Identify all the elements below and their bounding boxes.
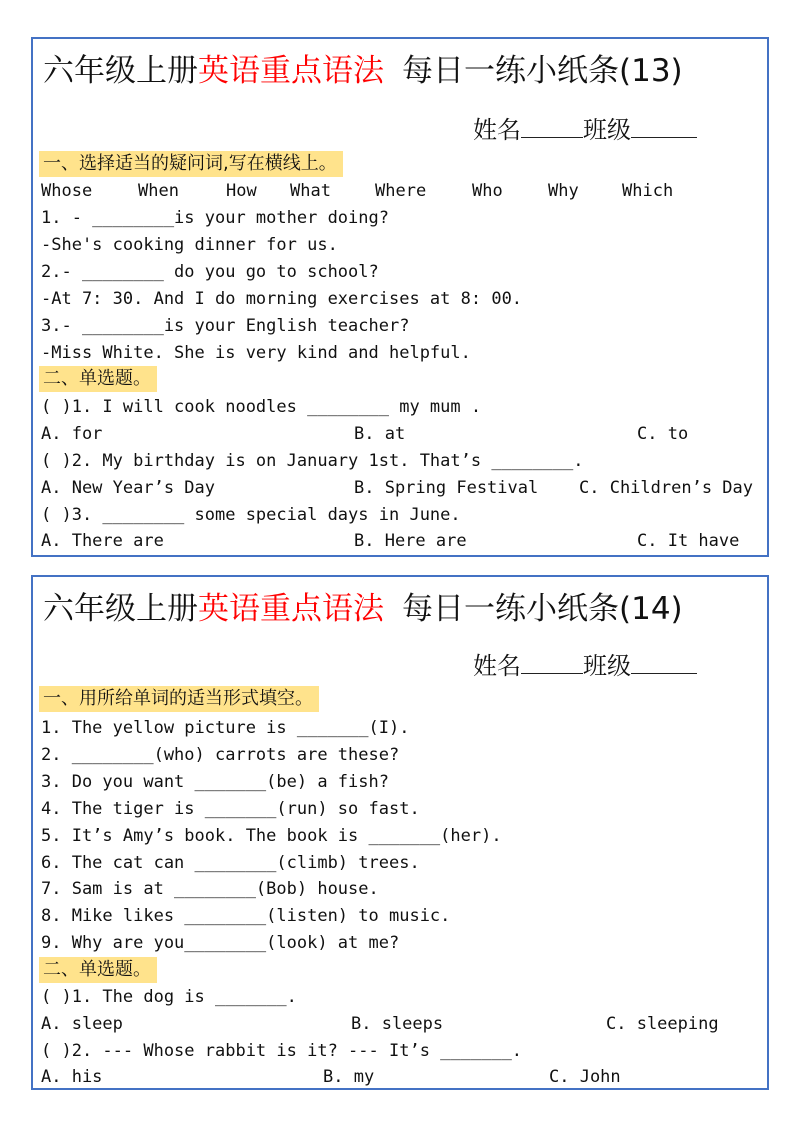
- fill-item-5: 5. It’s Amy’s book. The book is _______(her).: [41, 826, 502, 846]
- fill-item-8: 8. Mike likes ________(listen) to music.: [41, 906, 451, 926]
- mc-question-1: ( )1. I will cook noodles ________ my mum .: [41, 397, 482, 417]
- title-topic: 英语重点语法: [198, 591, 384, 627]
- class-label: 班级: [583, 116, 631, 144]
- class-label: 班级: [583, 652, 631, 680]
- title-daily: 每日一练小纸条(14): [402, 591, 683, 627]
- fill-item-1: 1. The yellow picture is _______(I).: [41, 718, 410, 738]
- mc-question-2: ( )2. --- Whose rabbit is it? --- It’s _______.: [41, 1041, 523, 1061]
- word-which: Which: [622, 181, 674, 201]
- fill-answer-3: -Miss White. She is very kind and helpful.: [41, 343, 471, 363]
- title-topic: 英语重点语法: [198, 53, 384, 89]
- mc-3-option-a: A. There are: [41, 531, 164, 551]
- fill-question-3: 3.- ________is your English teacher?: [41, 316, 410, 336]
- word-when: When: [138, 181, 179, 201]
- name-class-row: [473, 651, 697, 681]
- mc-1-option-a: A. sleep: [41, 1014, 123, 1034]
- name-label: 姓名: [473, 116, 521, 144]
- mc-2-option-a: A. New Year’s Day: [41, 478, 215, 498]
- title-grade: 六年级上册: [43, 591, 198, 627]
- word-how: How: [226, 181, 257, 201]
- worksheet-card-13: [31, 37, 769, 557]
- worksheet-card-14: [31, 575, 769, 1090]
- name-class-row: [473, 115, 697, 145]
- mc-2-option-a: A. his: [41, 1067, 103, 1087]
- fill-item-9: 9. Why are you________(look) at me?: [41, 933, 400, 953]
- mc-question-2: ( )2. My birthday is on January 1st. That’s ________.: [41, 451, 584, 471]
- mc-1-option-c: C. sleeping: [606, 1014, 719, 1034]
- name-label: 姓名: [473, 652, 521, 680]
- fill-item-6: 6. The cat can ________(climb) trees.: [41, 853, 420, 873]
- class-blank[interactable]: [631, 115, 697, 138]
- word-what: What: [290, 181, 331, 201]
- fill-answer-2: -At 7: 30. And I do morning exercises at 8: 00.: [41, 289, 523, 309]
- word-where: Where: [375, 181, 427, 201]
- card-title: [43, 51, 683, 91]
- section-heading-1: 一、选择适当的疑问词,写在横线上。: [39, 151, 343, 177]
- mc-2-option-b: B. Spring Festival: [354, 478, 539, 498]
- word-who: Who: [472, 181, 503, 201]
- fill-item-4: 4. The tiger is _______(run) so fast.: [41, 799, 420, 819]
- fill-item-7: 7. Sam is at ________(Bob) house.: [41, 879, 379, 899]
- section-heading-2: 二、单选题。: [39, 366, 157, 392]
- mc-question-1: ( )1. The dog is _______.: [41, 987, 297, 1007]
- section-heading-1: 一、用所给单词的适当形式填空。: [39, 686, 319, 712]
- fill-item-2: 2. ________(who) carrots are these?: [41, 745, 400, 765]
- mc-1-option-b: B. sleeps: [351, 1014, 444, 1034]
- word-why: Why: [548, 181, 579, 201]
- mc-2-option-c: C. John: [549, 1067, 621, 1087]
- mc-2-option-c: C. Children’s Day: [579, 478, 753, 498]
- section-heading-2: 二、单选题。: [39, 957, 157, 983]
- mc-1-option-b: B. at: [354, 424, 406, 444]
- title-grade: 六年级上册: [43, 53, 198, 89]
- word-whose: Whose: [41, 181, 93, 201]
- name-blank[interactable]: [521, 115, 583, 138]
- card-title: [43, 589, 683, 629]
- name-blank[interactable]: [521, 651, 583, 674]
- mc-3-option-c: C. It have: [637, 531, 740, 551]
- mc-question-3: ( )3. ________ some special days in June.: [41, 505, 461, 525]
- fill-question-1: 1. - ________is your mother doing?: [41, 208, 389, 228]
- class-blank[interactable]: [631, 651, 697, 674]
- fill-answer-1: -She's cooking dinner for us.: [41, 235, 338, 255]
- mc-1-option-c: C. to: [637, 424, 689, 444]
- mc-3-option-b: B. Here are: [354, 531, 467, 551]
- mc-1-option-a: A. for: [41, 424, 103, 444]
- fill-item-3: 3. Do you want _______(be) a fish?: [41, 772, 389, 792]
- fill-question-2: 2.- ________ do you go to school?: [41, 262, 379, 282]
- mc-2-option-b: B. my: [323, 1067, 375, 1087]
- title-daily: 每日一练小纸条(13): [402, 53, 683, 89]
